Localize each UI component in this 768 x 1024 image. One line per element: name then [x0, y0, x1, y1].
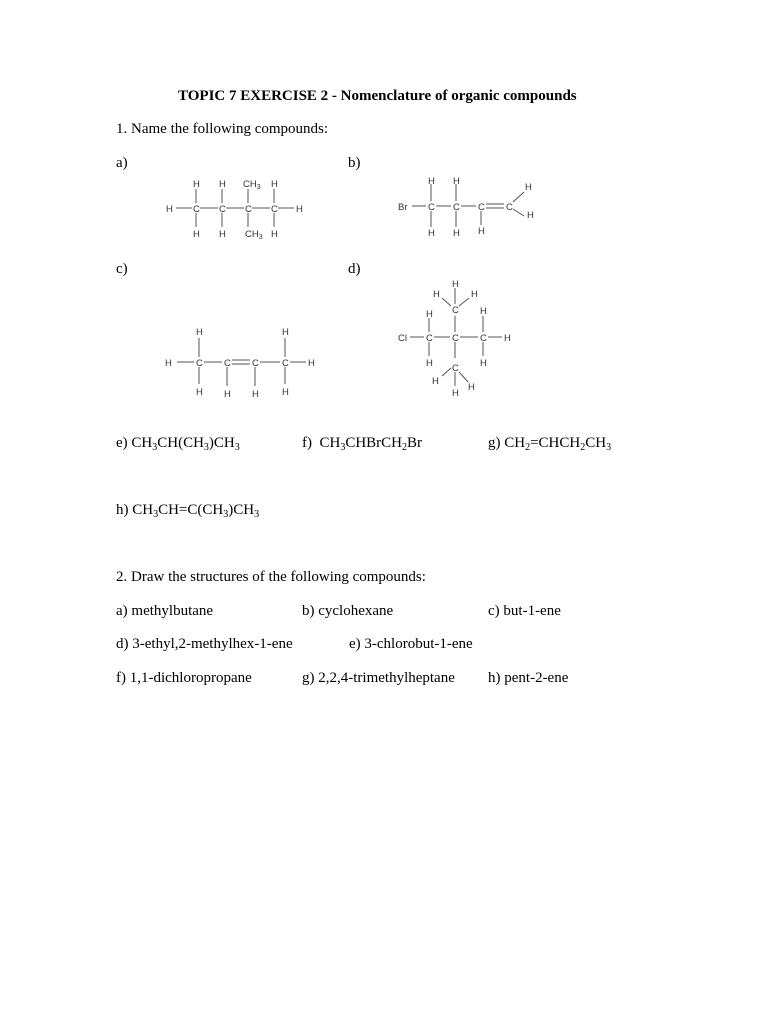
atom-c: C [480, 333, 487, 344]
q2-item-g: g) 2,2,4-trimethylheptane [302, 670, 455, 686]
q2-item-h: h) pent-2-ene [488, 670, 569, 686]
atom-h: H [432, 376, 439, 387]
label-b: b) [348, 155, 361, 171]
structure-d [396, 276, 526, 400]
label-c: c) [116, 261, 128, 277]
atom-h: H [296, 204, 303, 215]
atom-c: C [452, 363, 459, 374]
atom-h: H [478, 226, 485, 237]
q2-item-d: d) 3-ethyl,2-methylhex-1-ene [116, 636, 293, 652]
structure-a [160, 172, 310, 244]
atom-c: C [193, 204, 200, 215]
q2-item-e: e) 3-chlorobut-1-ene [349, 636, 473, 652]
q2-item-f: f) 1,1-dichloropropane [116, 670, 252, 686]
atom-h: H [308, 358, 315, 369]
atom-h: H [165, 358, 172, 369]
atom-h: H [426, 309, 433, 320]
q2-item-a: a) methylbutane [116, 603, 214, 619]
atom-c: C [196, 358, 203, 369]
formula-f: f) $CH_3CHBrCH_2Br$ [302, 435, 423, 453]
atom-h: H [196, 387, 203, 398]
atom-h: H [468, 382, 475, 393]
atom-c: C [252, 358, 259, 369]
atom-h: H [219, 179, 226, 190]
page-title: TOPIC 7 EXERCISE 2 - Nomenclature of organic compounds [178, 88, 577, 104]
atom-h: H [471, 289, 478, 300]
atom-h: H [282, 387, 289, 398]
atom-h: H [252, 389, 259, 400]
atom-c: C [219, 204, 226, 215]
atom-c: C [428, 202, 435, 213]
atom-h: H [428, 228, 435, 239]
structure-c [160, 322, 330, 402]
q2-item-b: b) cyclohexane [302, 603, 394, 619]
atom-h: H [527, 210, 534, 221]
atom-h: H [193, 179, 200, 190]
question-1-heading: 1. Name the following compounds: [116, 121, 329, 137]
atom-h: H [196, 327, 203, 338]
atom-h: H [452, 388, 459, 399]
atom-h: H [453, 228, 460, 239]
atom-c: C [224, 358, 231, 369]
atom-c: C [452, 305, 459, 316]
atom-h: H [428, 176, 435, 187]
atom-h: H [271, 179, 278, 190]
atom-h: H [219, 229, 226, 240]
formula-e: e) $CH_3CH(CH_3)CH_3$ [116, 435, 240, 453]
q2-item-c: c) but-1-ene [488, 603, 561, 619]
atom-h: H [224, 389, 231, 400]
atom-h: H [525, 182, 532, 193]
atom-c: C [245, 204, 252, 215]
atom-h: H [282, 327, 289, 338]
atom-c: C [426, 333, 433, 344]
atom-h: H [452, 279, 459, 290]
atom-h: H [426, 358, 433, 369]
atom-h: H [453, 176, 460, 187]
atom-h: H [271, 229, 278, 240]
label-a: a) [116, 155, 128, 171]
question-2-heading: 2. Draw the structures of the following compounds: [116, 569, 426, 585]
atom-h: H [433, 289, 440, 300]
atom-cl: Cl [398, 333, 407, 344]
atom-br: Br [398, 202, 408, 213]
formula-h: h) $CH_3CH=C(CH_3)CH_3$ [116, 502, 260, 520]
atom-c: C [453, 202, 460, 213]
atom-h: H [193, 229, 200, 240]
atom-c: C [452, 333, 459, 344]
atom-c: C [282, 358, 289, 369]
methyl-group: $CH_3$ [245, 229, 263, 241]
structure-b [396, 172, 546, 244]
atom-h: H [504, 333, 511, 344]
formula-g: g) $CH_2=CHCH_2CH_3$ [488, 435, 612, 453]
atom-c: C [478, 202, 485, 213]
methyl-group: $CH_3$ [243, 179, 261, 191]
atom-c: C [271, 204, 278, 215]
atom-h: H [480, 306, 487, 317]
label-d: d) [348, 261, 361, 277]
atom-h: H [480, 358, 487, 369]
atom-c: C [506, 202, 513, 213]
atom-h: H [166, 204, 173, 215]
